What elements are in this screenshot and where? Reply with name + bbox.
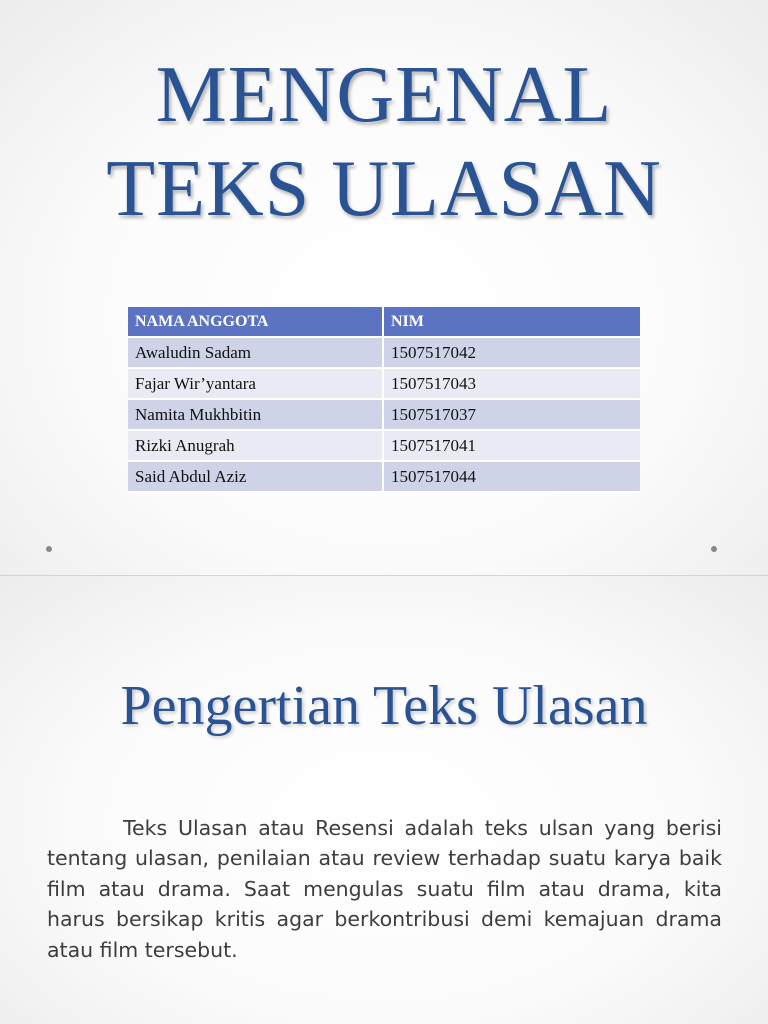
table-row bbox=[128, 337, 640, 368]
cell-nim: 1507517041 bbox=[383, 430, 640, 461]
body-paragraph: Teks Ulasan atau Resensi adalah teks ulsan yang berisi tentang ulasan, penilaian atau review terhadap suatu karya baik film atau drama. Saat mengulas suatu film atau drama, kita harus bersikap kritis agar berkontribusi demi kemajuan drama atau film tersebut. bbox=[47, 816, 722, 962]
table-row bbox=[128, 430, 640, 461]
cell-nim: 1507517044 bbox=[383, 461, 640, 492]
slide-title bbox=[0, 48, 768, 236]
slide-title-line-2: TEKS ULASAN bbox=[106, 145, 662, 233]
cell-name: Awaludin Sadam bbox=[128, 337, 383, 368]
table-header-row bbox=[128, 307, 640, 337]
members-table bbox=[128, 307, 640, 493]
cell-name: Rizki Anugrah bbox=[128, 430, 383, 461]
cell-name: Namita Mukhbitin bbox=[128, 399, 383, 430]
cell-nim: 1507517042 bbox=[383, 337, 640, 368]
cell-name: Said Abdul Aziz bbox=[128, 461, 383, 492]
table-row bbox=[128, 399, 640, 430]
cell-nim: 1507517037 bbox=[383, 399, 640, 430]
table-row bbox=[128, 368, 640, 399]
bullet-dot-right-icon bbox=[711, 546, 717, 552]
cell-nim: 1507517043 bbox=[383, 368, 640, 399]
slide-title-line-1: MENGENAL bbox=[155, 51, 613, 139]
slide-2 bbox=[0, 576, 768, 1024]
section-title: Pengertian Teks Ulasan bbox=[120, 675, 648, 737]
cell-name: Fajar Wir’yantara bbox=[128, 368, 383, 399]
header-nim: NIM bbox=[383, 307, 640, 337]
table-row bbox=[128, 461, 640, 492]
header-name: NAMA ANGGOTA bbox=[128, 307, 383, 337]
bullet-dot-left-icon bbox=[46, 546, 52, 552]
